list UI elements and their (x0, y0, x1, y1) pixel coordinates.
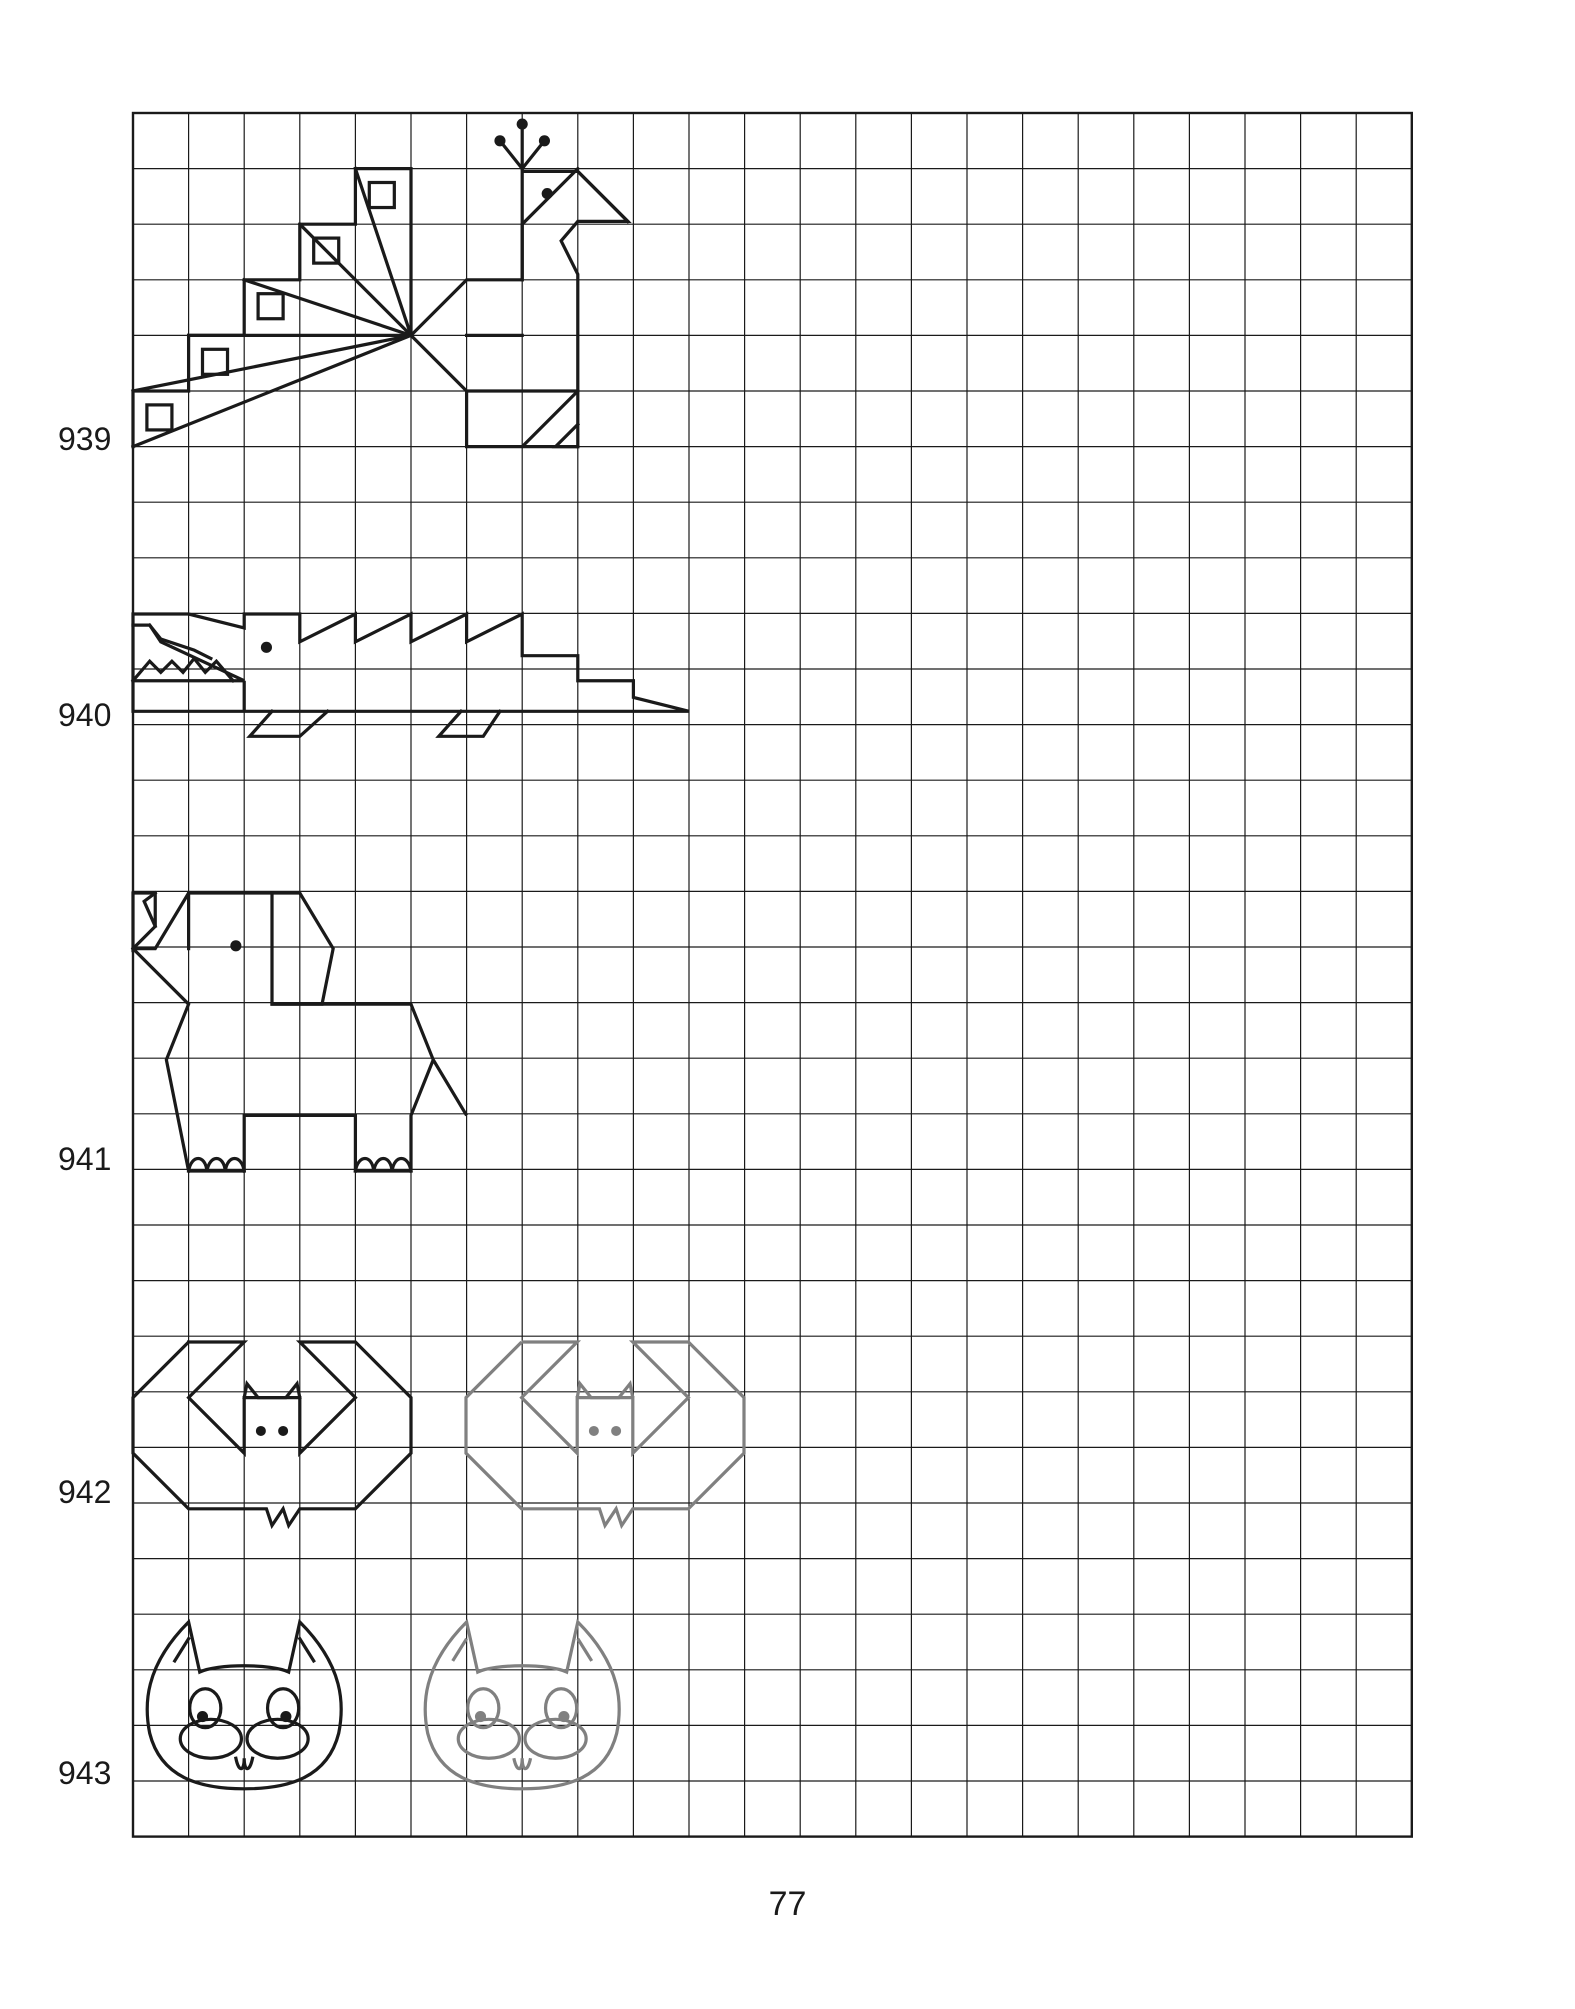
exercise-number-943: 943 (58, 1755, 112, 1791)
exercise-number-942: 942 (58, 1474, 112, 1510)
exercise-number-939: 939 (58, 421, 112, 457)
page-number: 77 (768, 1885, 807, 1923)
exercise-number-941: 941 (58, 1141, 112, 1177)
exercise-number-940: 940 (58, 697, 112, 733)
bat-sample-figure (466, 1342, 744, 1525)
bat-figure (133, 1342, 411, 1525)
peacock-figure (133, 119, 628, 447)
